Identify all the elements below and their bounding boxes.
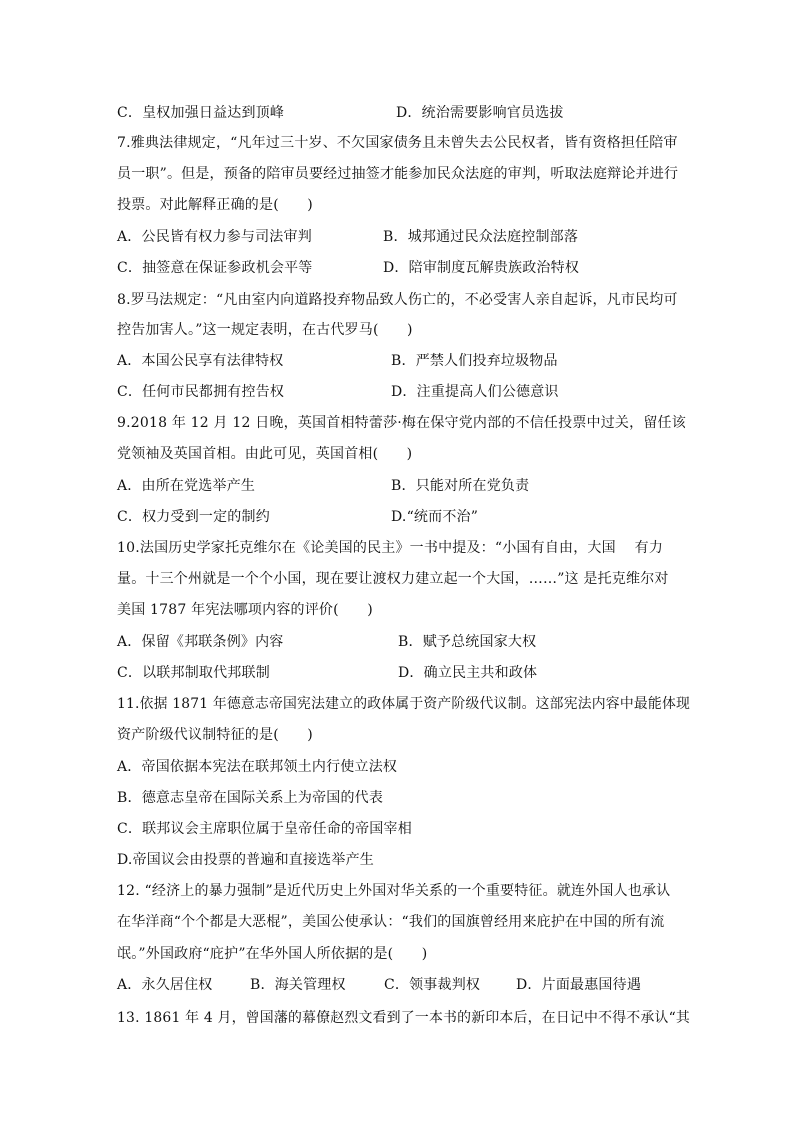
question-9-stem-line: 党领袖及英国首相。由此可见，英国首相( ) <box>117 446 413 462</box>
question-7-option-a: A．公民皆有权力参与司法审判 <box>117 229 312 245</box>
question-9-stem-line: 9.2018 年 12 月 12 日晚，英国首相特蕾莎·梅在保守党内部的不信任投票中过关，留任该 <box>117 415 686 431</box>
question-10-stem-line: 10.法国历史学家托克维尔在《论美国的民主》一书中提及：“小国有自由，大国 有力 <box>117 540 664 556</box>
question-7-stem-line: 7.雅典法律规定，“凡年过三十岁、不欠国家债务且未曾失去公民权者，皆有资格担任陪审 <box>117 135 678 151</box>
question-11-option-a: A．帝国依据本宪法在联邦领土内行使立法权 <box>117 759 398 775</box>
question-8-stem-line: 8.罗马法规定：“凡由室内向道路投弃物品致人伤亡的，不必受害人亲自起诉，凡市民均可 <box>117 292 678 308</box>
question-10-option-d: D．确立民主共和政体 <box>398 665 538 681</box>
top-option-d: D．统治需要影响官员选拔 <box>396 105 564 121</box>
question-7-stem-line: 员一职”。但是，预备的陪审员要经过抽签才能参加民众法庭的审判，听取法庭辩论并进行 <box>117 166 679 182</box>
question-8-stem-line: 控告加害人。”这一规定表明，在古代罗马( ) <box>117 322 413 338</box>
question-9-option-b: B．只能对所在党负责 <box>391 478 530 494</box>
question-12-option-c: C．领事裁判权 <box>384 977 481 993</box>
question-11-option-d: D.帝国议会由投票的普遍和直接选举产生 <box>117 852 374 868</box>
question-11-stem-line: 资产阶级代议制特征的是( ) <box>117 727 313 743</box>
question-11-option-b: B．德意志皇帝在国际关系上为帝国的代表 <box>117 790 384 806</box>
question-11-option-c: C．联邦议会主席职位属于皇帝任命的帝国宰相 <box>117 821 412 837</box>
question-7-option-d: D．陪审制度瓦解贵族政治特权 <box>383 260 580 276</box>
question-12-stem-line: 12. “经济上的暴力强制”是近代历史上外国对华关系的一个重要特征。就连外国人也承认 <box>117 883 671 899</box>
question-10-option-b: B．赋予总统国家大权 <box>398 634 537 650</box>
question-12-stem-line: 在华洋商“个个都是大恶棍”，美国公使承认：“我们的国旗曾经用来庇护在中国的所有流 <box>117 914 665 930</box>
question-12-option-d: D．片面最惠国待遇 <box>516 977 642 993</box>
question-7-option-c: C．抽签意在保证参政机会平等 <box>117 260 313 276</box>
question-9-option-d: D.“统而不治” <box>391 509 479 525</box>
question-8-option-c: C．任何市民都拥有控告权 <box>117 384 285 400</box>
question-8-option-d: D．注重提高人们公德意识 <box>391 384 559 400</box>
question-13-stem-line: 13. 1861 年 4 月，曾国藩的幕僚赵烈文看到了一本书的新印本后，在日记中不得不承认“其 <box>117 1010 691 1026</box>
question-12-stem-line: 氓。”外国政府“庇护”在华外国人所依据的是( ) <box>117 946 428 962</box>
question-10-option-c: C．以联邦制取代邦联制 <box>117 665 270 681</box>
question-12-option-a: A．永久居住权 <box>117 977 213 993</box>
question-10-option-a: A．保留《邦联条例》内容 <box>117 634 284 650</box>
question-11-stem-line: 11.依据 1871 年德意志帝国宪法建立的政体属于资产阶级代议制。这部宪法内容中最能体现 <box>117 696 691 712</box>
question-8-option-a: A．本国公民享有法律特权 <box>117 353 284 369</box>
question-9-option-c: C．权力受到一定的制约 <box>117 509 270 525</box>
question-10-stem-line: 量。十三个州就是一个个小国，现在要让渡权力建立起一个大国，……”这 是托克维尔对 <box>117 571 669 587</box>
question-12-option-b: B．海关管理权 <box>250 977 346 993</box>
question-7-stem-line: 投票。对此解释正确的是( ) <box>117 197 313 213</box>
question-10-stem-line: 美国 1787 年宪法哪项内容的评价( ) <box>117 602 373 618</box>
question-7-option-b: B．城邦通过民众法庭控制部落 <box>383 229 579 245</box>
question-8-option-b: B．严禁人们投弃垃圾物品 <box>391 353 558 369</box>
top-option-c: C．皇权加强日益达到顶峰 <box>117 105 285 121</box>
question-9-option-a: A．由所在党选举产生 <box>117 478 256 494</box>
